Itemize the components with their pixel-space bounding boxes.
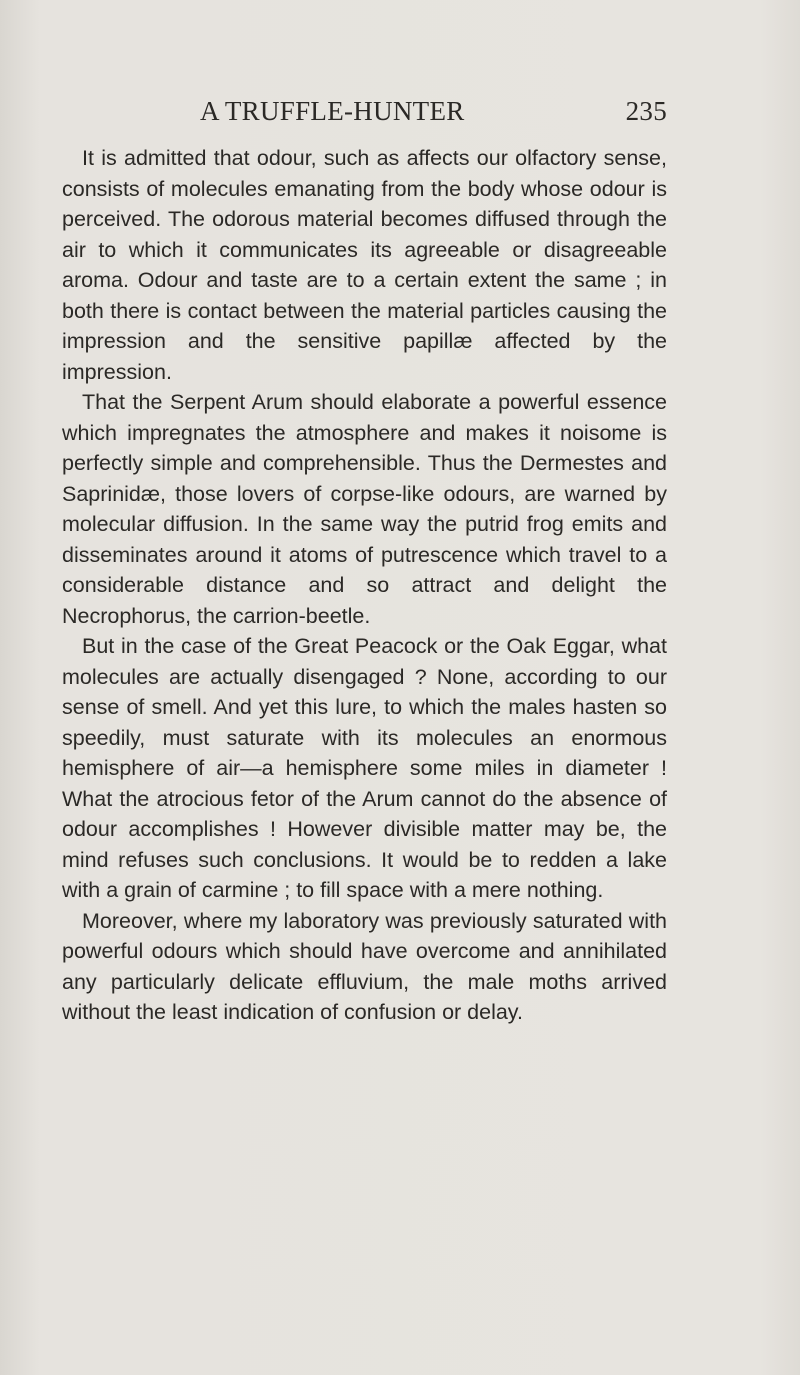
page-number: 235 <box>625 96 667 126</box>
paragraph-2: That the Serpent Arum should elaborate a powerful essence which impregnates the atmosphere and makes it noisome is perfectly simple and comprehensible. Thus the Dermestes and Saprinidæ, those lovers of corpse-like odours, are warned by molecular diffusion. In the same way the putrid frog emits and disseminates around it atoms of putrescence which travel to a considerable distance and so attract and delight the Necrophorus, the carrion-beetle. <box>62 390 667 628</box>
paragraph-1: It is admitted that odour, such as affects our olfactory sense, consists of molecules emanating from the body whose odour is perceived. The odorous material becomes diffused through the air to which it communicates its agreeable or disagreeable aroma. Odour and taste are to a certain extent the same ; in both there is contact between the material particles causing the impression and the sensitive papillæ affected by the impression. <box>62 146 667 384</box>
body-text <box>62 143 667 1028</box>
paragraph-3: But in the case of the Great Peacock or the Oak Eggar, what molecules are actually disengaged ? None, according to our sense of smell. And yet this lure, to which the males hasten so speedily, must saturate with its molecules an enormous hemisphere of air—a hemisphere some miles in diameter ! What the atrocious fetor of the Arum cannot do the absence of odour accomplishes ! However divisible matter may be, the mind refuses such conclusions. It would be to redden a lake with a grain of carmine ; to fill space with a mere nothing. <box>62 634 667 902</box>
running-title: A TRUFFLE-HUNTER <box>200 96 465 126</box>
paragraph-4: Moreover, where my laboratory was previously saturated with powerful odours which should have overcome and annihilated any particularly delicate effluvium, the male moths arrived without the least indication of confusion or delay. <box>62 908 667 1024</box>
page-header <box>200 96 667 136</box>
